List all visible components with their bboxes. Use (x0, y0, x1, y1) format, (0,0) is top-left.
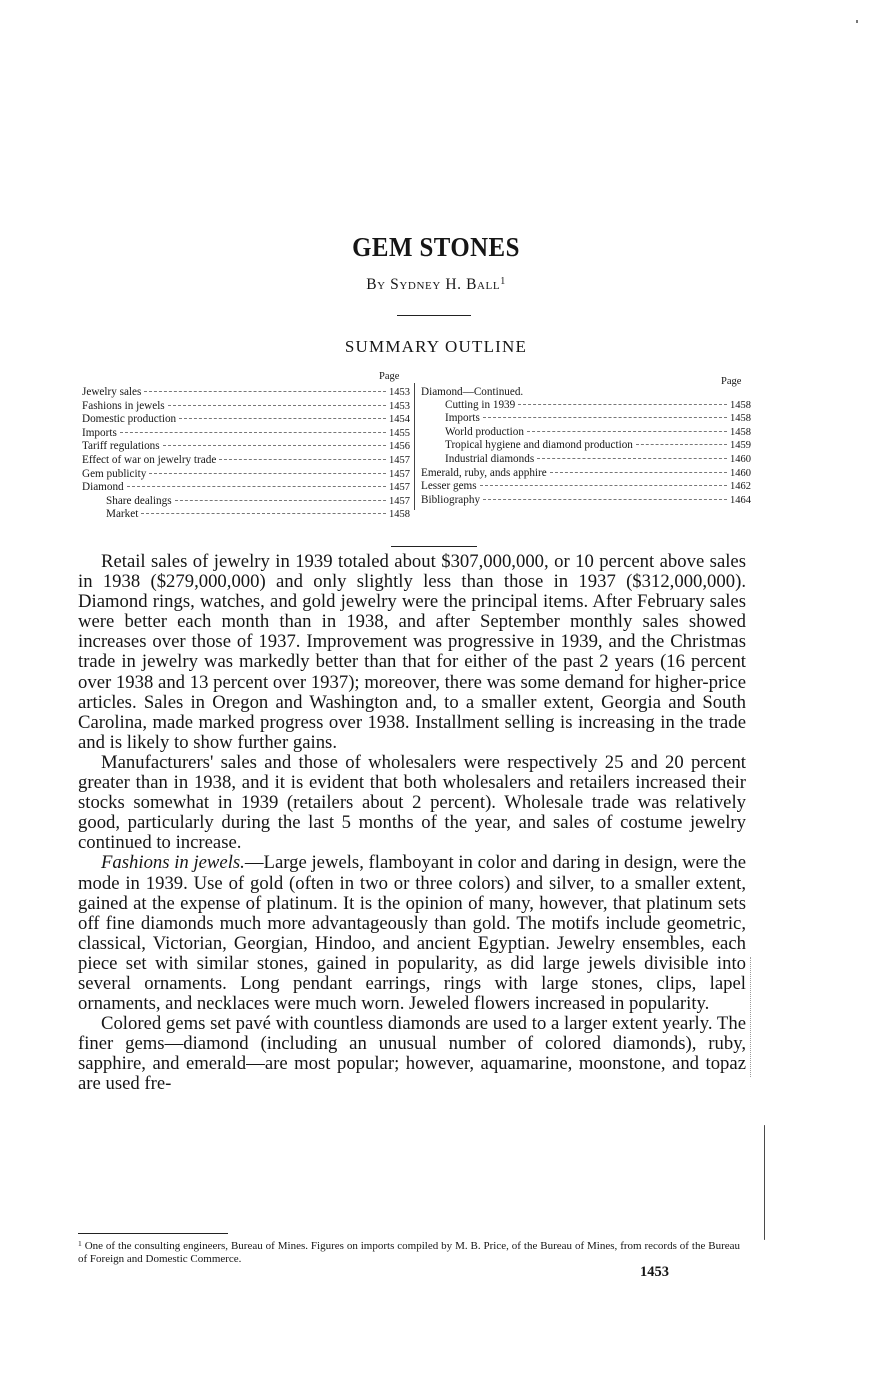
toc-page-header-right: Page (721, 376, 742, 387)
toc-entry-page: 1459 (730, 440, 751, 452)
toc-entry-page: 1457 (389, 454, 410, 466)
toc-entry-page: 1462 (730, 481, 751, 493)
toc-entry-page: 1458 (389, 509, 410, 521)
toc-entry (421, 494, 751, 508)
toc-leader-dots (550, 472, 727, 473)
author-name: By Sydney H. Ball (366, 276, 501, 293)
footnote-rule (78, 1233, 228, 1234)
toc-entry (82, 427, 410, 441)
toc-right-column (421, 386, 751, 507)
toc-entry-page: 1453 (389, 400, 410, 412)
fashions-text: —Large jewels, flamboyant in color and daring in design, were the mode in 1939. Use of gold (often in two or three colors) and silver, to a smaller extent, gained at the expense of platinum. It is the opinion of many, however, that platinum sets off fine diamonds much more advantageously than gold. The motifs include geometric, classical, Victorian, Georgian, Hindoo, and ancient Egyptian. Jewelry ensembles, each piece set with similar stones, gained in popularity, as did large jewels divisible into several ornaments. Long pendant earrings, rings with large stones, clips, lapel ornaments, and necklaces were much worn. Jeweled flowers increased in popularity. (78, 852, 747, 1015)
toc-entry (421, 386, 751, 399)
toc-page-header-left: Page (379, 371, 400, 382)
toc-leader-dots (149, 473, 386, 474)
toc-entry (82, 468, 410, 482)
title-rule (397, 315, 471, 316)
toc-leader-dots (537, 458, 727, 459)
toc-entry (82, 400, 410, 414)
page-title: GEM STONES (352, 232, 520, 262)
toc-entry-page: 1456 (389, 441, 410, 453)
toc-leader-dots (480, 485, 727, 486)
toc-entry (421, 467, 751, 481)
toc-entry-page: 1460 (730, 467, 751, 479)
toc-leader-dots (636, 444, 727, 445)
toc-entry-page: 1458 (730, 399, 751, 411)
toc-entry-label: Diamond—Continued. (421, 386, 524, 398)
summary-outline-heading: SUMMARY OUTLINE (344, 337, 528, 356)
footnote (78, 1238, 740, 1265)
toc-entry (421, 453, 751, 467)
toc-entry-page: 1454 (389, 414, 410, 426)
author-footnote-ref: 1 (500, 276, 506, 287)
toc-leader-dots (144, 391, 386, 392)
toc-entry-label: Industrial diamonds (445, 452, 535, 465)
footnote-text: One of the consulting engineers, Bureau of Mines. Figures on imports compiled by M. B. Price, of the Bureau of Mines, from records of the Bureau of Foreign and Domestic Commerce. (78, 1240, 741, 1265)
toc-entry-label: Jewelry sales (82, 386, 142, 398)
paragraph-wholesale: Manufacturers' sales and those of wholesalers were respectively 25 and 20 percent greater than in 1938, and it is evident that both wholesalers and retailers increased their stocks somewhat in 1939 (retailers about 2 percent). Wholesale trade was relatively good, particularly during the last 5 months of the year, and sales of costume jewelry continued to increase. (78, 751, 746, 854)
toc-entry-page: 1457 (389, 468, 410, 480)
scan-speck (856, 20, 858, 23)
toc-entry-label: Effect of war on jewelry trade (82, 453, 217, 466)
page-number: 1453 (640, 1264, 669, 1280)
toc-entry (421, 412, 751, 426)
toc-leader-dots (527, 431, 727, 432)
fashions-run-in-heading: Fashions in jewels. (101, 852, 245, 874)
toc-leader-dots (175, 500, 386, 501)
toc-entry-page: 1464 (730, 494, 751, 506)
footnote-marker: 1 (78, 1239, 82, 1248)
toc-entry-label: Domestic production (82, 413, 177, 426)
toc-entry-page: 1457 (389, 482, 410, 494)
toc-entry-label: Market (106, 508, 139, 521)
toc-entry (82, 413, 410, 427)
toc-entry-label: World production (445, 425, 524, 438)
toc-leader-dots (483, 499, 727, 500)
toc-entry (421, 439, 751, 453)
toc-column-divider (414, 383, 415, 510)
toc-entry (82, 454, 410, 468)
toc-entry-label: Tropical hygiene and diamond production (445, 439, 633, 452)
toc-leader-dots (518, 404, 727, 405)
margin-pencil-mark (750, 957, 751, 1077)
toc-entry-label: Bibliography (421, 493, 481, 506)
toc-entry-label: Tariff regulations (82, 440, 160, 453)
toc-entry-page: 1457 (389, 495, 410, 507)
toc-leader-dots (120, 432, 386, 433)
toc-entry-label: Lesser gems (421, 480, 477, 493)
toc-entry-page: 1458 (730, 413, 751, 425)
article-body (78, 552, 746, 1095)
toc-entry-page: 1455 (389, 427, 410, 439)
paragraph-jewelry-sales: Retail sales of jewelry in 1939 totaled about $307,000,000, or 10 percent above sales in 1938 ($279,000,000) and only slightly less than those in 1937 ($312,000,000). Diamond rings, watches, and gold jewelry were the principal items. After February sales were better each month than in 1938, and after September monthly sales showed increases over those of 1937. Improvement was progressive in 1939, and the Christmas trade in jewelry was markedly better than that for either of the past 2 years (16 percent over 1938 and 13 percent over 1937); moreover, there was some demand for higher-price articles. Sales in Oregon and Washington and, to a smaller extent, Georgia and South Carolina, made marked progress over 1938. Installment selling is increasing in the trade and is likely to show further gains. (78, 551, 746, 753)
outline-end-rule (391, 546, 477, 547)
toc-entry-label: Cutting in 1939 (445, 398, 516, 411)
toc-entry (421, 426, 751, 440)
toc-leader-dots (163, 445, 386, 446)
toc-left-column (82, 386, 410, 522)
toc-entry-label: Diamond (82, 481, 124, 494)
toc-leader-dots (219, 459, 386, 460)
toc-entry (82, 386, 410, 400)
toc-entry (82, 481, 410, 495)
paragraph-fashions (78, 853, 746, 1014)
toc-leader-dots (141, 513, 386, 514)
toc-entry-page: 1458 (730, 426, 751, 438)
toc-leader-dots (483, 417, 727, 418)
toc-entry (82, 508, 410, 522)
toc-leader-dots (168, 405, 386, 406)
toc-entry-label: Fashions in jewels (82, 399, 165, 412)
toc-entry-label: Gem publicity (82, 467, 147, 480)
toc-entry (421, 399, 751, 413)
toc-leader-dots (179, 418, 386, 419)
toc-entry-label: Imports (445, 412, 480, 425)
toc-entry-label: Emerald, ruby, ands apphire (421, 466, 547, 479)
toc-entry-page: 1460 (730, 453, 751, 465)
author-byline (0, 276, 872, 294)
paragraph-colored-gems: Colored gems set pavé with countless diamonds are used to a larger extent yearly. The finer gems—diamond (including an unusual number of colored diamonds), ruby, sapphire, and emerald—are most popular; however, aquamarine, moonstone, and topaz are used fre- (78, 1013, 746, 1095)
toc-entry-label: Share dealings (106, 494, 172, 507)
toc-entry (82, 440, 410, 454)
toc-entry-page: 1453 (389, 387, 410, 398)
toc-leader-dots (127, 486, 386, 487)
toc-entry (82, 495, 410, 509)
toc-entry (421, 480, 751, 494)
margin-bracket-mark (764, 1125, 765, 1240)
toc-entry-label: Imports (82, 426, 117, 439)
